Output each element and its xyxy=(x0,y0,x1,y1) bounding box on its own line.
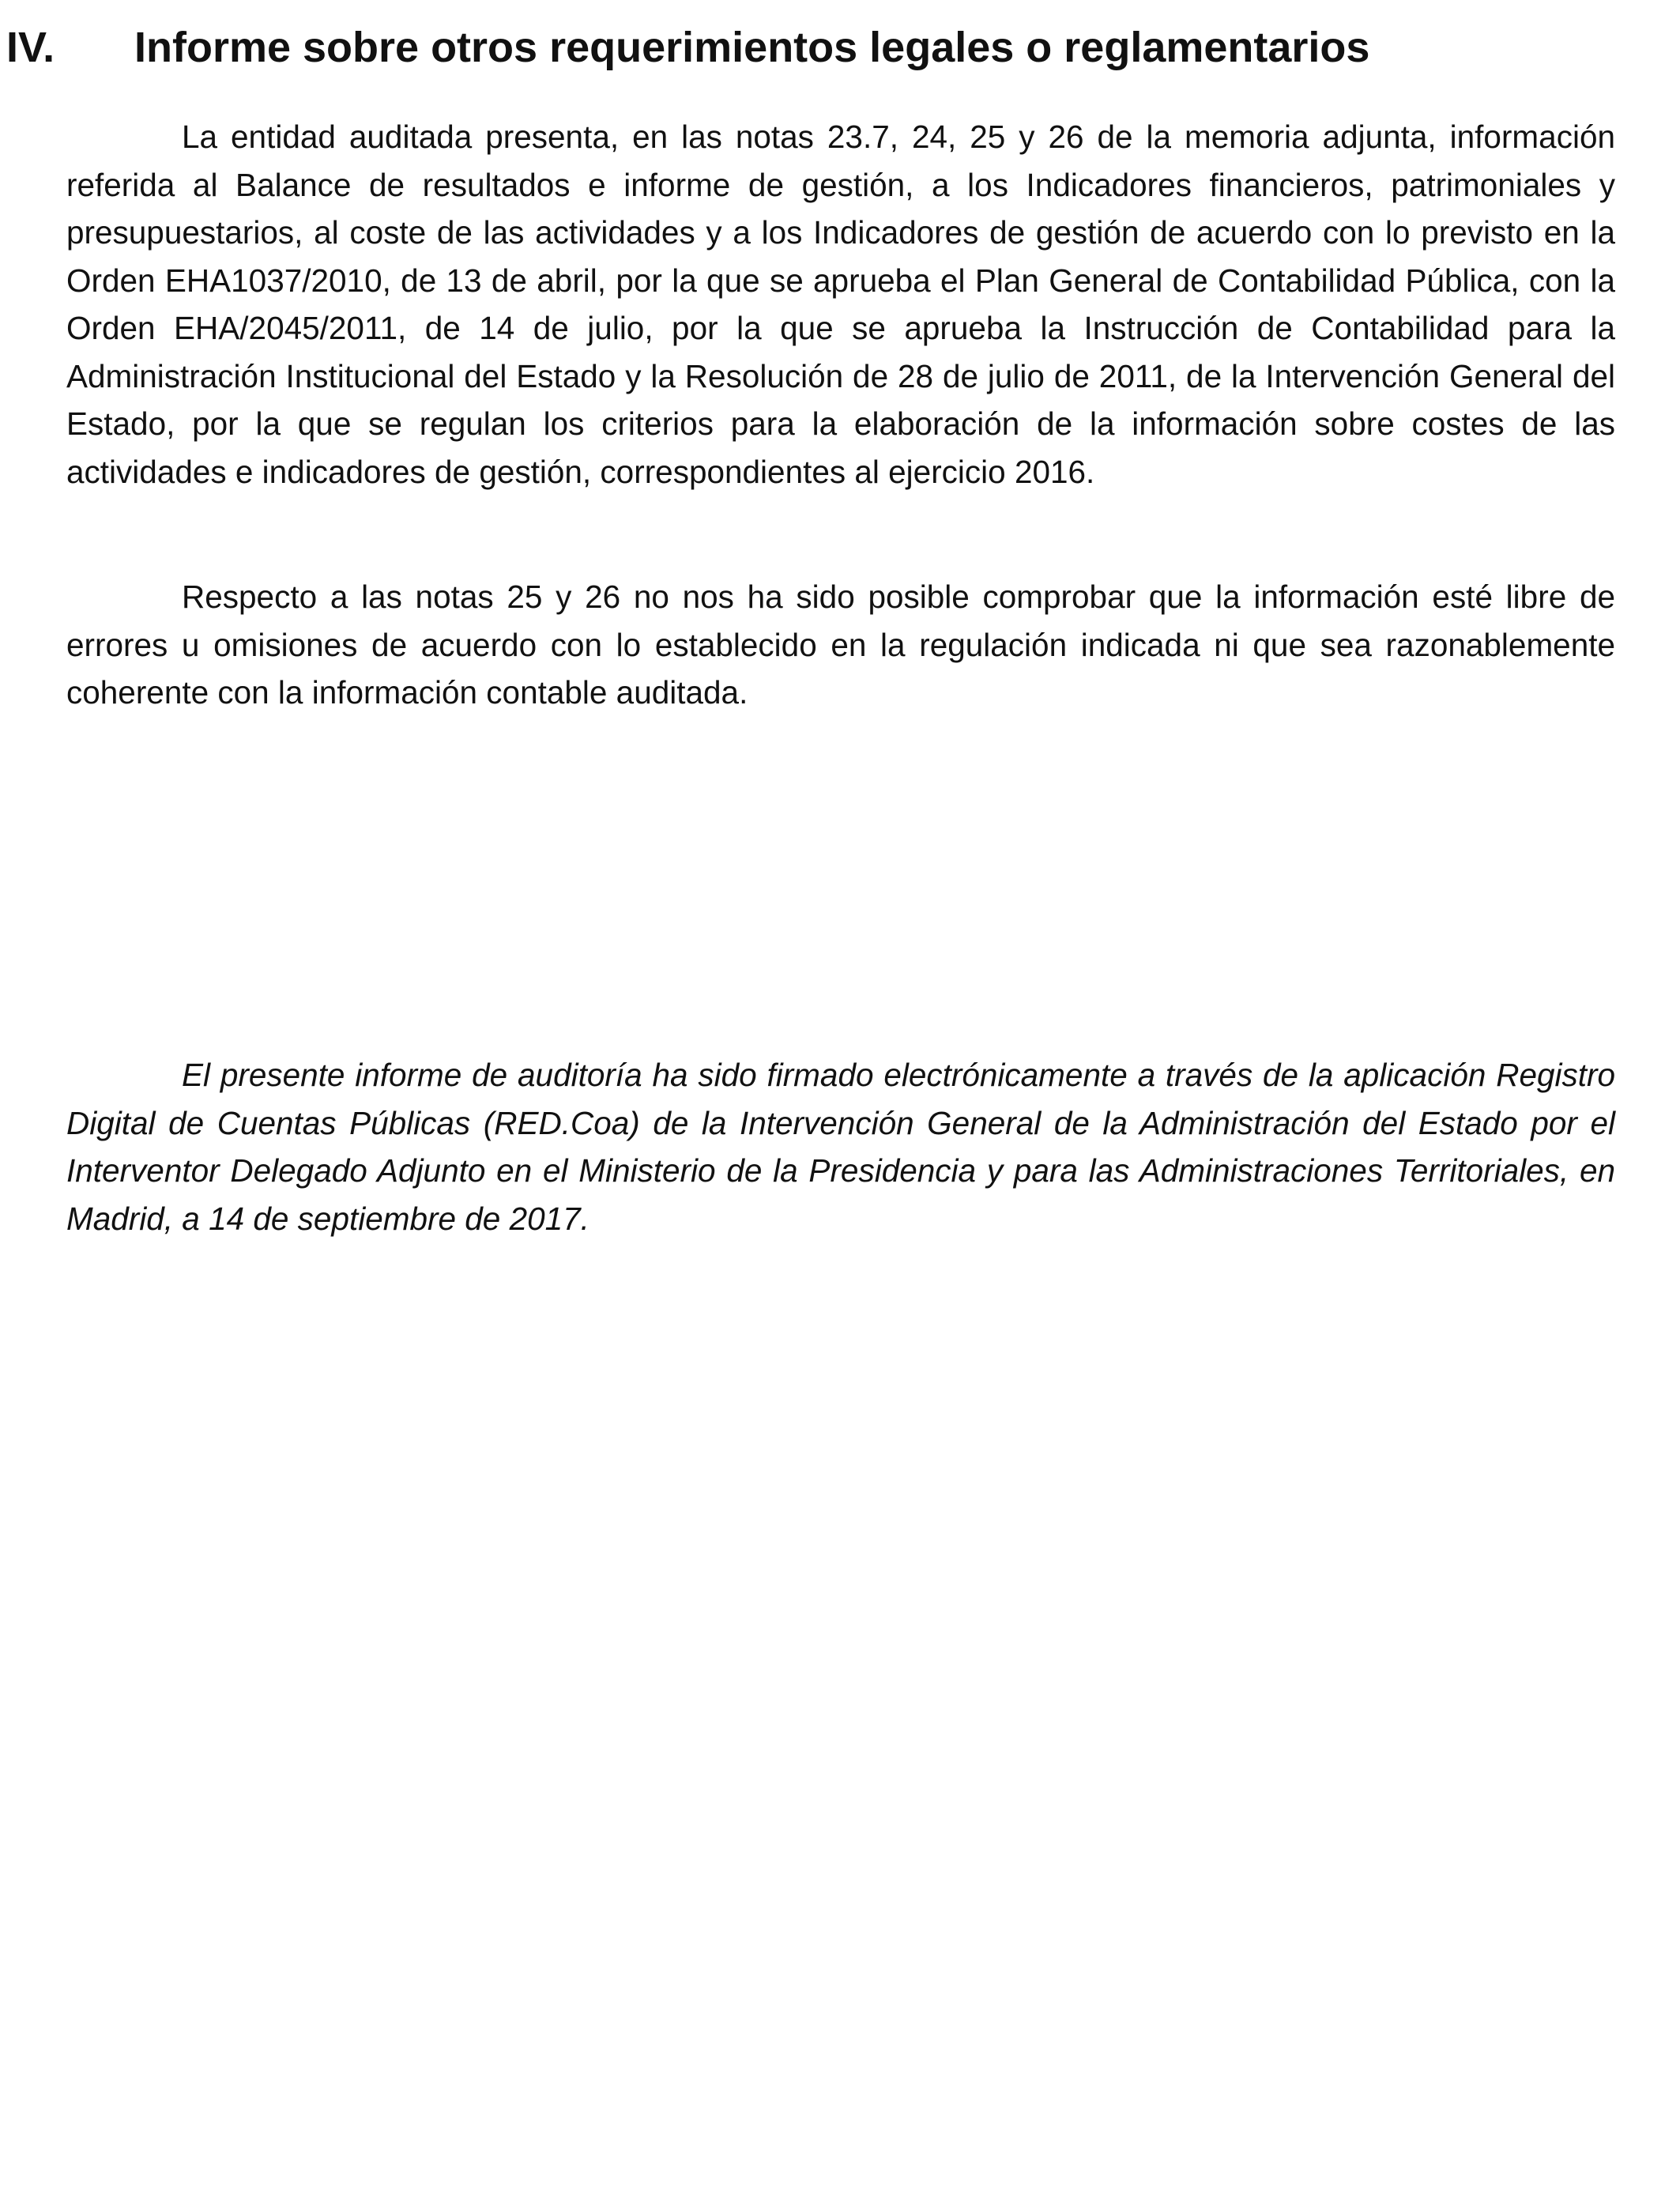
signature-note: El presente informe de auditoría ha sido firmado electrónicamente a través de la aplicación Registro Digital de Cuentas Públicas (RED.Coa) de la Intervención General de la Administración del Estado por el Interventor Delegado Adjunto en el Ministerio de la Presidencia y para las Administraciones Territoriales, en Madrid, a 14 de septiembre de 2017. xyxy=(66,1057,1615,1237)
paragraph-notes-limitation: Respecto a las notas 25 y 26 no nos ha sido posible comprobar que la información esté libre de errores u omisiones de acuerdo con lo establecido en la regulación indicada ni que sea razonablemente coherente con la información contable auditada. xyxy=(66,579,1615,711)
paragraph-notes-information: La entidad auditada presenta, en las notas 23.7, 24, 25 y 26 de la memoria adjunta, información referida al Balance de resultados e informe de gestión, a los Indicadores financieros, patrimoniales y presupuestarios, al coste de las actividades y a los Indicadores de gestión de acuerdo con lo previsto en la Orden EHA1037/2010, de 13 de abril, por la que se aprueba el Plan General de Contabilidad Pública, con la Orden EHA/2045/2011, de 14 de julio, por la que se aprueba la Instrucción de Contabilidad para la Administración Institucional del Estado y la Resolución de 28 de julio de 2011, de la Intervención General del Estado, por la que se regulan los criterios para la elaboración de la información sobre costes de las actividades e indicadores de gestión, correspondientes al ejercicio 2016. xyxy=(66,119,1615,490)
section-number: IV. xyxy=(6,24,55,71)
section-heading xyxy=(6,16,1666,79)
section-title: Informe sobre otros requerimientos legales o reglamentarios xyxy=(134,24,1370,71)
